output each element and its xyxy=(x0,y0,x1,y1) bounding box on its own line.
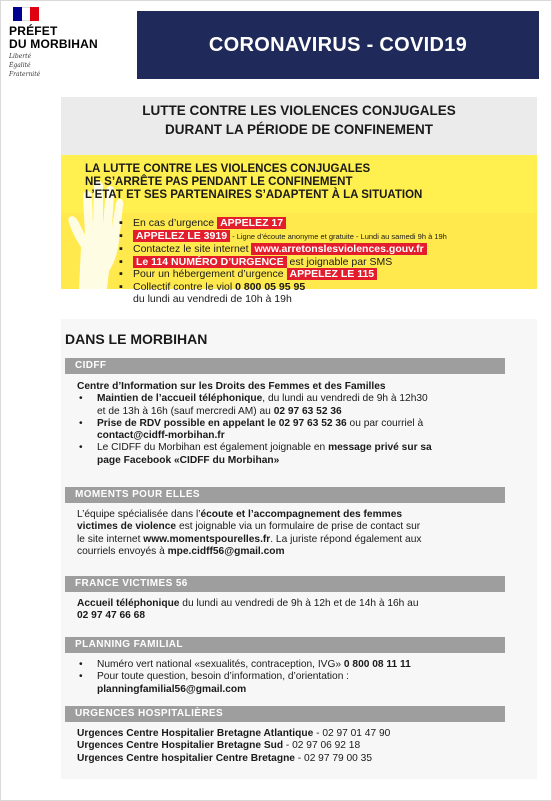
list-item: ▪ Collectif contre le viol 0 800 05 95 95 xyxy=(119,281,529,294)
list-item: • Maintien de l’accueil téléphonique, du lundi au vendredi de 9h à 12h30 et de 13h à 16h (sauf mercredi AM) au 02 97 63 52 36 xyxy=(77,393,507,418)
emergency-list xyxy=(119,217,529,306)
list-item: ▪ Pour un hébergement d’urgence APPELEZ LE 115 xyxy=(119,268,529,281)
motto-liberte: Liberté xyxy=(9,53,32,60)
yellow-heading-line-2: NE S’ARRÊTE PAS PENDANT LE CONFINEMENT xyxy=(85,176,353,188)
cidff-email[interactable]: contact@cidff-morbihan.fr xyxy=(97,430,225,442)
yellow-heading-line-1: LA LUTTE CONTRE LES VIOLENCES CONJUGALES xyxy=(85,163,371,175)
bar-urgences: URGENCES HOSPITALIÈRES xyxy=(65,706,505,722)
list-item: ▪ Le 114 NUMÉRO D’URGENCE est joignable par SMS xyxy=(119,256,529,269)
subtitle-line-1: LUTTE CONTRE LES VIOLENCES CONJUGALES xyxy=(142,103,456,118)
call-115: APPELEZ LE 115 xyxy=(287,268,378,280)
list-item: • Prise de RDV possible en appelant le 02 97 63 52 36 ou par courriel à contact@cidff-morbihan.fr xyxy=(77,418,507,443)
block-moments: L’équipe spécialisée dans l’écoute et l’accompagnement des femmes victimes de violence est joignable via un formulaire de prise de contact sur le site internet www.momentspourelles.fr. La juriste répond également aux courriels envoyés à mpe.cidff56@gmail.com xyxy=(77,509,422,557)
list-item: ▪ APPELEZ LE 3919 - Ligne d’écoute anonyme et gratuite - Lundi au samedi 9h à 19h xyxy=(119,230,529,244)
website-link[interactable]: www.arretonslesviolences.gouv.fr xyxy=(251,243,426,255)
bar-moments: MOMENTS POUR ELLES xyxy=(65,487,505,503)
list-item: • Numéro vert national «sexualités, contraception, IVG» 0 800 08 11 11 xyxy=(77,659,507,671)
logo-line-prefet: PRÉFET xyxy=(9,24,58,38)
yellow-heading-line-3: L’ETAT ET SES PARTENAIRES S’ADAPTENT À LA SITUATION xyxy=(85,189,423,201)
sms-114: Le 114 NUMÉRO D’URGENCE xyxy=(133,256,287,268)
motto-fraternite: Fraternité xyxy=(9,71,41,78)
bar-planning: PLANNING FAMILIAL xyxy=(65,637,505,653)
bar-cidff: CIDFF xyxy=(65,358,505,374)
french-flag-icon xyxy=(13,7,39,21)
moments-website[interactable]: www.momentspourelles.fr xyxy=(143,533,271,545)
list-item: ▪ En cas d’urgence APPELEZ 17 xyxy=(119,217,529,230)
subtitle xyxy=(61,101,537,139)
yellow-heading xyxy=(85,163,422,202)
header-title: CORONAVIRUS - COVID19 xyxy=(137,11,539,79)
block-france-victimes: Accueil téléphonique du lundi au vendredi de 9h à 12h et de 14h à 16h au 02 97 47 66 68 xyxy=(77,598,419,622)
call-3919: APPELEZ LE 3919 xyxy=(133,230,230,242)
moments-email[interactable]: mpe.cidff56@gmail.com xyxy=(167,545,285,557)
subtitle-line-2: DURANT LA PÉRIODE DE CONFINEMENT xyxy=(164,122,433,137)
block-urgences: Urgences Centre Hospitalier Bretagne Atlantique - 02 97 01 47 90 Urgences Centre Hospitalier Bretagne Sud - 02 97 06 92 18 Urgences Centre hospitalier Centre Bretagne - 02 97 79 00 35 xyxy=(77,728,391,764)
planning-email[interactable]: planningfamilial56@gmail.com xyxy=(97,683,247,695)
prefecture-logo xyxy=(9,7,127,87)
block-cidff: Centre d’Information sur les Droits des Femmes et des Familles • Maintien de l’accueil téléphonique, du lundi au vendredi de 9h à 12h30 et de 13h à 16h (sauf mercredi AM) au 02 97 63 52 36 • Prise de RDV possible en appelant le 02 97 63 52 36 ou par courriel à contact@cidff-morbihan.fr • Le CIDFF du Morbihan est également joignable en message privé sur sa page Facebook «CIDFF du Morbihan» xyxy=(77,381,507,467)
list-item: ▪ Contactez le site internet www.arretonslesviolences.gouv.fr xyxy=(119,243,529,256)
logo-line-morbihan: DU MORBIHAN xyxy=(9,37,98,51)
section-title: DANS LE MORBIHAN xyxy=(65,331,208,347)
motto-egalite: Égalité xyxy=(9,62,31,69)
list-item-continuation: du lundi au vendredi de 10h à 19h xyxy=(133,293,292,305)
call-17: APPELEZ 17 xyxy=(217,217,286,229)
bar-france-victimes: FRANCE VICTIMES 56 xyxy=(65,576,505,592)
block-planning xyxy=(77,659,507,696)
list-item: • Pour toute question, besoin d’information, d’orientation : planningfamilial56@gmail.com xyxy=(77,671,507,696)
list-item: • Le CIDFF du Morbihan est également joignable en message privé sur sa page Facebook «CIDFF du Morbihan» xyxy=(77,442,507,467)
